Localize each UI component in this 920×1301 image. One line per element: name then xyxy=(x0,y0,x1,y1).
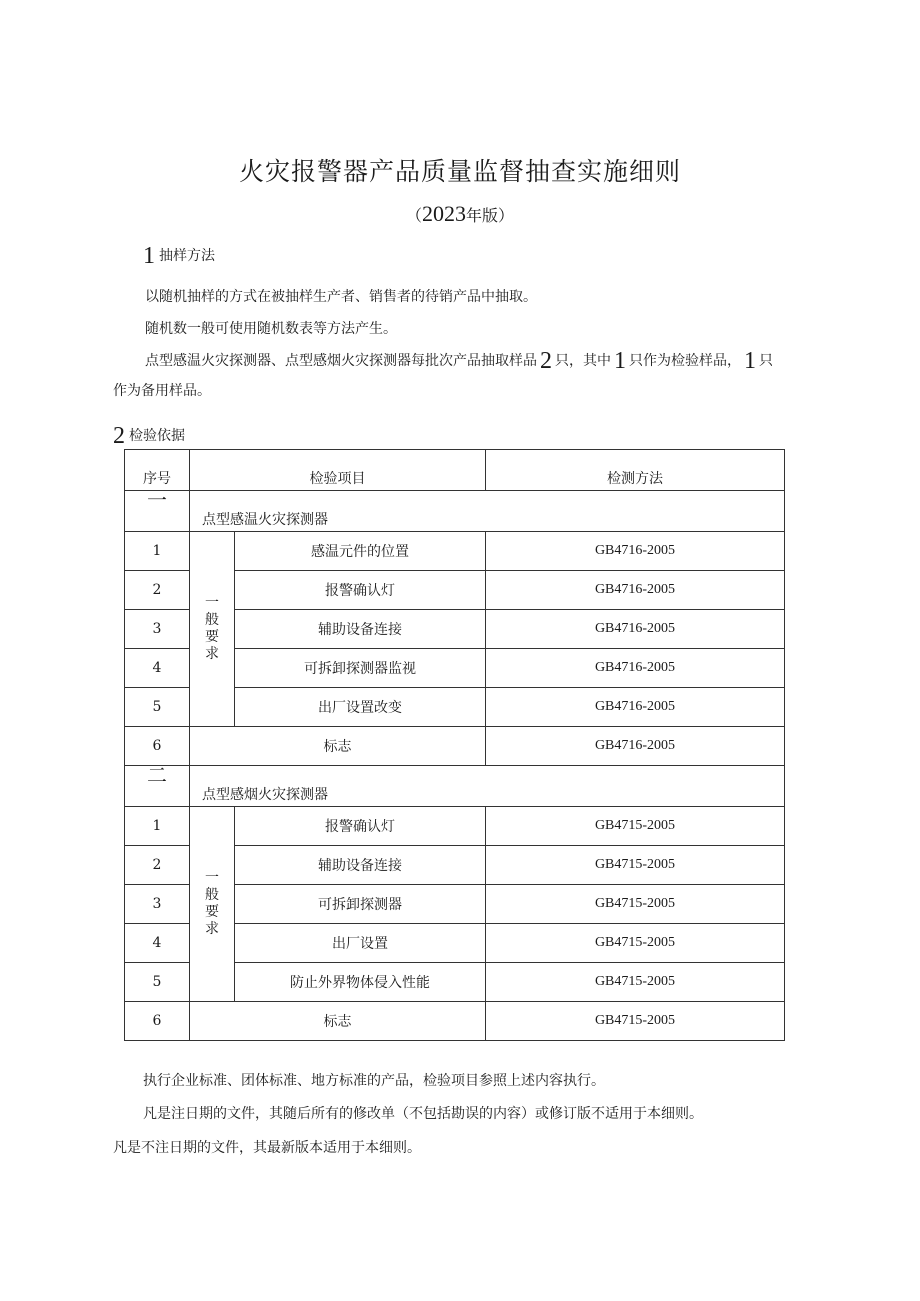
section-2-number: 2 xyxy=(113,423,125,449)
section-1-label: 抽样方法 xyxy=(159,248,215,264)
row-item: 标志 xyxy=(190,1002,486,1041)
row-method: GB4715-2005 xyxy=(486,963,785,1002)
category-label: 一般要求 xyxy=(205,870,219,937)
sampling-paragraph-2: 随机数一般可使用随机数表等方法产生。 xyxy=(145,321,397,337)
row-method: GB4716-2005 xyxy=(486,727,785,766)
row-item: 报警确认灯 xyxy=(235,571,486,610)
category-cell xyxy=(190,532,235,727)
row-item: 出厂设置改变 xyxy=(235,688,486,727)
sample-count-backup: 1 xyxy=(744,348,756,374)
row-no: 2 xyxy=(125,846,190,885)
row-no: 6 xyxy=(125,1002,190,1041)
row-method: GB4716-2005 xyxy=(486,649,785,688)
sample-text-a: 点型感温火灾探测器、点型感烟火灾探测器每批次产品抽取样品 xyxy=(145,353,537,369)
row-item: 防止外界物体侵入性能 xyxy=(235,963,486,1002)
row-no: 3 xyxy=(125,610,190,649)
table-row xyxy=(125,532,785,571)
section-1-heading xyxy=(143,243,215,270)
row-no: 2 xyxy=(125,571,190,610)
group-row xyxy=(125,491,785,532)
row-method: GB4715-2005 xyxy=(486,1002,785,1041)
row-item: 感温元件的位置 xyxy=(235,532,486,571)
section-2-heading xyxy=(113,423,185,450)
note-3: 凡是不注日期的文件，其最新版本适用于本细则。 xyxy=(113,1140,421,1156)
row-item: 报警确认灯 xyxy=(235,807,486,846)
document-title: 火灾报警器产品质量监督抽查实施细则 xyxy=(238,157,681,186)
group-row xyxy=(125,766,785,807)
group-number: 二 xyxy=(125,766,190,807)
row-item: 辅助设备连接 xyxy=(235,846,486,885)
row-method: GB4716-2005 xyxy=(486,610,785,649)
table-row xyxy=(125,1002,785,1041)
sampling-paragraph-3 xyxy=(113,346,783,406)
row-item: 标志 xyxy=(190,727,486,766)
note-2: 凡是注日期的文件，其随后所有的修改单（不包括勘误的内容）或修订版不适用于本细则。 xyxy=(143,1106,703,1122)
section-2-label: 检验依据 xyxy=(129,428,185,444)
row-no: 1 xyxy=(125,532,190,571)
row-no: 4 xyxy=(125,649,190,688)
row-item: 出厂设置 xyxy=(235,924,486,963)
header-item: 检验项目 xyxy=(190,450,486,491)
sampling-paragraph-1: 以随机抽样的方式在被抽样生产者、销售者的待销产品中抽取。 xyxy=(145,289,537,305)
row-method: GB4716-2005 xyxy=(486,688,785,727)
row-no: 4 xyxy=(125,924,190,963)
row-method: GB4715-2005 xyxy=(486,807,785,846)
group-name: 点型感温火灾探测器 xyxy=(190,491,785,532)
table-row xyxy=(125,727,785,766)
row-no: 5 xyxy=(125,688,190,727)
row-no: 5 xyxy=(125,963,190,1002)
sample-text-c: 只作为检验样品， xyxy=(629,353,741,369)
table-row xyxy=(125,807,785,846)
row-method: GB4716-2005 xyxy=(486,571,785,610)
note-1: 执行企业标准、团体标准、地方标准的产品，检验项目参照上述内容执行。 xyxy=(143,1073,605,1089)
header-method: 检测方法 xyxy=(486,450,785,491)
row-item: 可拆卸探测器监视 xyxy=(235,649,486,688)
sample-text-d: 只作为备用样品。 xyxy=(113,353,773,399)
table-header-row xyxy=(125,450,785,491)
inspection-table xyxy=(124,449,785,1041)
category-cell xyxy=(190,807,235,1002)
header-no: 序号 xyxy=(125,450,190,491)
row-no: 1 xyxy=(125,807,190,846)
section-1-number: 1 xyxy=(143,243,155,269)
group-number: 一 xyxy=(125,491,190,532)
edition-year: 2023 xyxy=(422,201,466,226)
category-label: 一般要求 xyxy=(205,595,219,662)
row-method: GB4715-2005 xyxy=(486,846,785,885)
sample-text-b: 只，其中 xyxy=(555,353,611,369)
document-edition xyxy=(0,201,920,227)
row-method: GB4715-2005 xyxy=(486,924,785,963)
row-method: GB4715-2005 xyxy=(486,885,785,924)
row-method: GB4716-2005 xyxy=(486,532,785,571)
row-item: 可拆卸探测器 xyxy=(235,885,486,924)
row-item: 辅助设备连接 xyxy=(235,610,486,649)
row-no: 3 xyxy=(125,885,190,924)
sample-count-test: 1 xyxy=(614,348,626,374)
edition-open: （ xyxy=(405,206,422,225)
group-name: 点型感烟火灾探测器 xyxy=(190,766,785,807)
edition-suffix: 年版） xyxy=(466,206,515,225)
sample-count-total: 2 xyxy=(540,348,552,374)
row-no: 6 xyxy=(125,727,190,766)
